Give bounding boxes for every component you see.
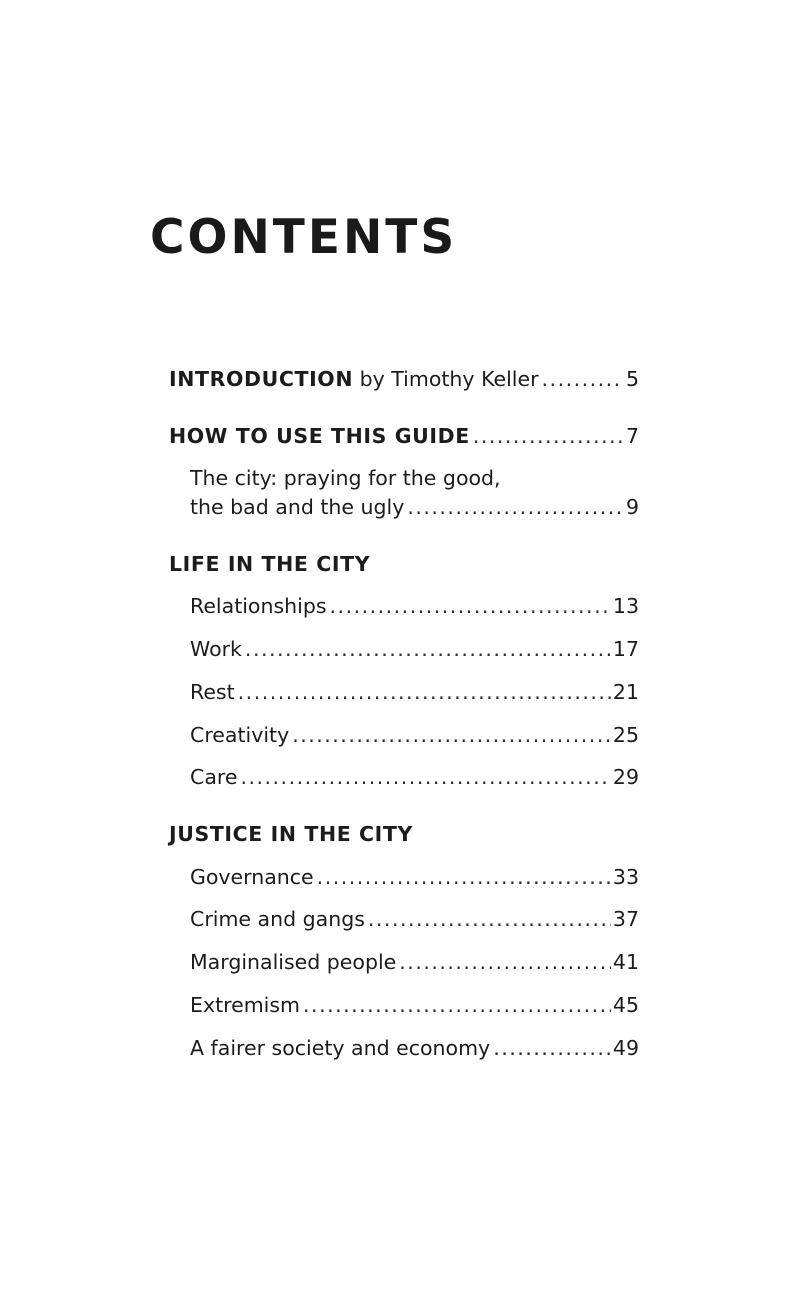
toc-entry-creativity[interactable] (190, 720, 639, 750)
toc-leader-dots (317, 862, 611, 892)
toc-leader-dots (330, 591, 611, 621)
toc-entry-label: Rest (190, 680, 235, 704)
toc-entry-label: Creativity (190, 723, 290, 747)
toc-entry-fairer-society[interactable] (190, 1033, 639, 1063)
toc-entry-rest[interactable] (190, 677, 639, 707)
toc-entry-crime-and-gangs[interactable] (190, 904, 639, 934)
toc-page-number: 9 (625, 495, 639, 519)
toc-page-number: 13 (612, 594, 639, 618)
toc-entry-label: Extremism (190, 993, 301, 1017)
toc-entry-label: Relationships (190, 594, 327, 618)
toc-heading: HOW TO USE THIS GUIDE (169, 424, 470, 448)
toc-page-number: 25 (612, 723, 639, 747)
toc-entry-label: Care (190, 765, 238, 789)
toc-entry-governance[interactable] (190, 862, 639, 892)
toc-entry-how-to-use[interactable] (169, 421, 639, 451)
toc-entry-care[interactable] (190, 762, 639, 792)
toc-leader-dots (407, 492, 624, 522)
toc-entry-work[interactable] (190, 634, 639, 664)
toc-entry-label: Crime and gangs (190, 907, 365, 931)
page-title: CONTENTS (150, 210, 458, 265)
toc-entry-extremism[interactable] (190, 990, 639, 1020)
toc-page-number: 7 (625, 424, 639, 448)
toc-leader-dots (292, 720, 611, 750)
toc-page-number: 17 (612, 637, 639, 661)
toc-entry-city-praying-line1[interactable]: The city: praying for the good, (190, 466, 501, 490)
toc-entry-relationships[interactable] (190, 591, 639, 621)
toc-page-number: 29 (612, 765, 639, 789)
toc-entry-label: A fairer society and economy (190, 1036, 491, 1060)
toc-leader-dots (245, 634, 611, 664)
toc-entry-marginalised-people[interactable] (190, 947, 639, 977)
toc-entry-label: Governance (190, 865, 314, 889)
toc-page-number: 41 (612, 950, 639, 974)
toc-author: by Timothy Keller (359, 367, 539, 391)
toc-page-number: 37 (612, 907, 639, 931)
toc-page-number: 33 (612, 865, 639, 889)
toc-page-number: 45 (612, 993, 639, 1017)
section-heading-justice: JUSTICE IN THE CITY (169, 822, 413, 846)
toc-entry-city-praying[interactable] (190, 492, 639, 522)
section-heading-life: LIFE IN THE CITY (169, 552, 371, 576)
toc-leader-dots (473, 421, 624, 451)
toc-leader-dots (542, 364, 624, 394)
toc-leader-dots (303, 990, 611, 1020)
toc-leader-dots (240, 762, 610, 792)
toc-page-number: 21 (612, 680, 639, 704)
toc-entry-label: Marginalised people (190, 950, 397, 974)
toc-leader-dots (493, 1033, 611, 1063)
toc-entry-introduction[interactable] (169, 364, 639, 394)
toc-leader-dots (238, 677, 611, 707)
toc-entry-label: the bad and the ugly (190, 495, 405, 519)
toc-page-number: 49 (612, 1036, 639, 1060)
toc-entry-label (169, 364, 539, 394)
toc-page-number: 5 (625, 367, 639, 391)
toc-leader-dots (399, 947, 611, 977)
toc-heading: INTRODUCTION (169, 367, 354, 391)
toc-entry-label: Work (190, 637, 242, 661)
toc-leader-dots (368, 904, 611, 934)
